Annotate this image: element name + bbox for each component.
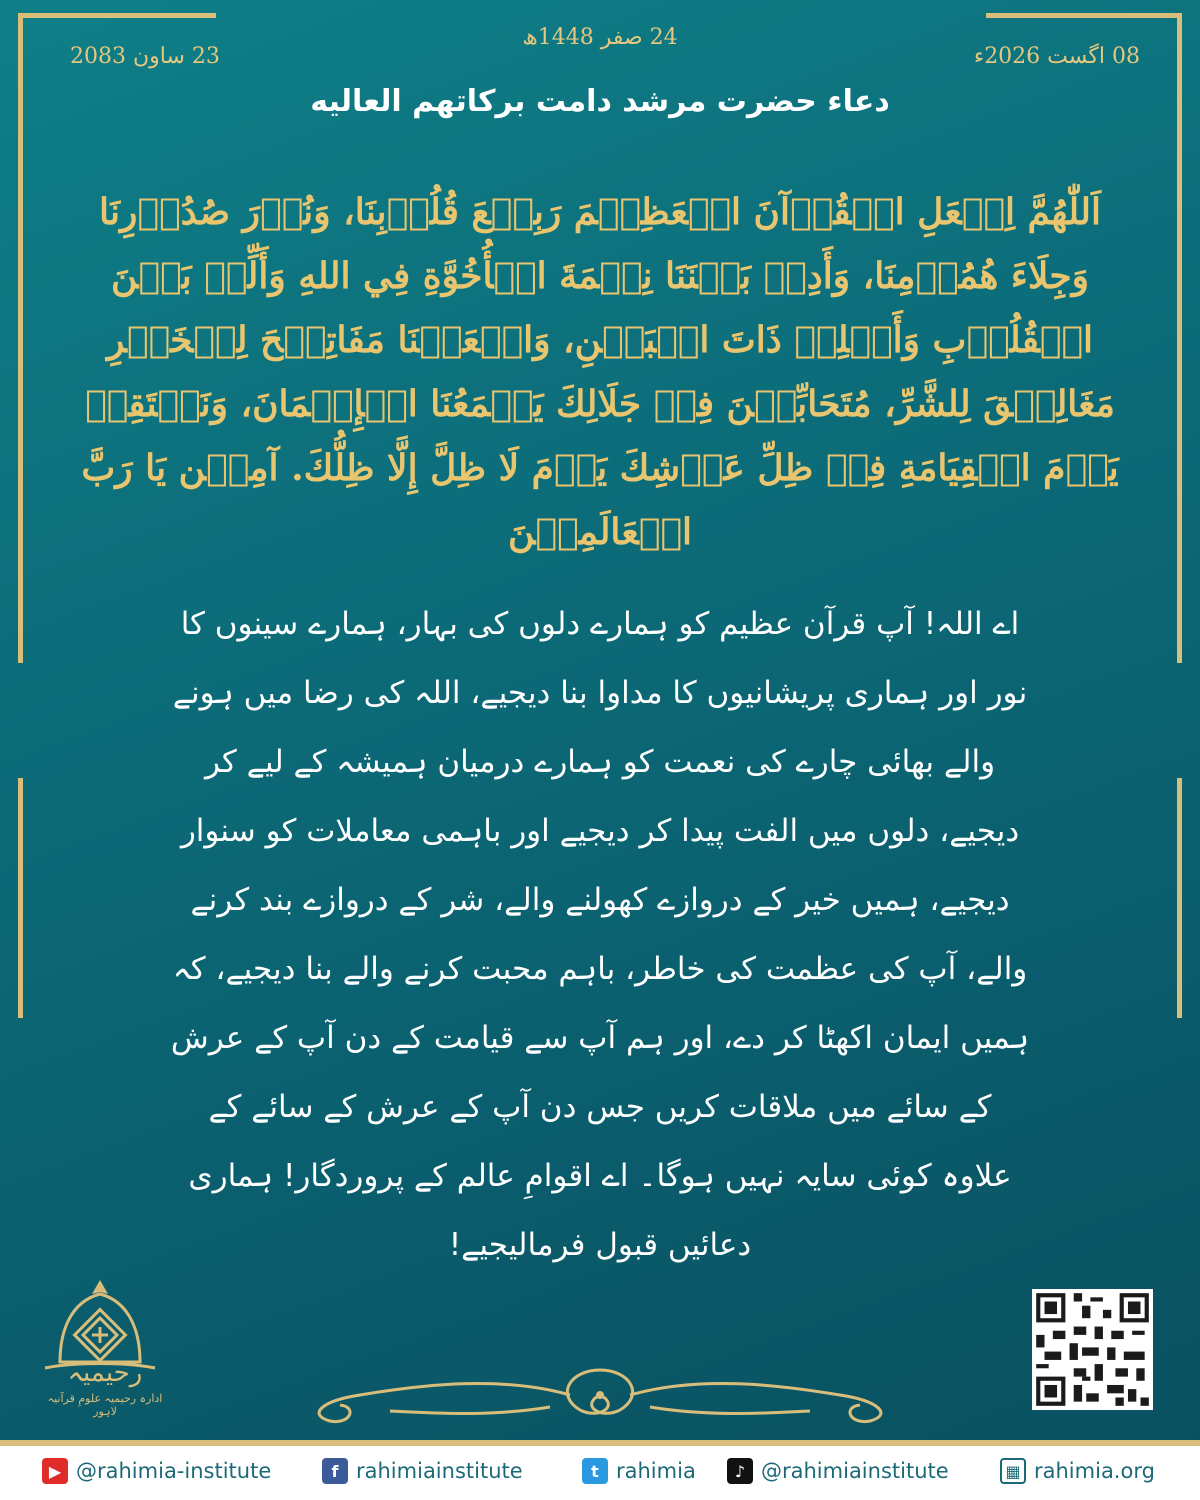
tiktok-link[interactable] <box>727 1456 949 1486</box>
twitter-icon: t <box>582 1458 608 1484</box>
website-icon: ▦ <box>1000 1458 1026 1484</box>
social-footer <box>0 1440 1200 1500</box>
qr-code-icon[interactable] <box>1032 1289 1153 1410</box>
youtube-link[interactable] <box>42 1456 271 1486</box>
urdu-translation: اے اللہ! آپ قرآن عظیم کو ہمارے دلوں کی بہار، ہمارے سینوں کا نور اور ہماری پریشانیوں کا مداوا بنا دیجیے، اللہ کی رضا میں ہونے والے بھائی چارے کی نعمت کو ہمارے درمیان ہمیشہ کے لیے کر دیجیے، دلوں میں الفت پیدا کر دیجیے اور باہمی معاملات کو سنوار دیجیے، ہمیں خیر کے دروازے کھولنے والے، شر کے دروازے بند کرنے والے، آپ کی عظمت کی خاطر، باہم محبت کرنے والے بنا دیجیے، کہ ہمیں ایمان اکھٹا کر دے، اور ہم آپ سے قیامت کے دن آپ کے عرش کے سائے میں ملاقات کریں جس دن آپ کے عرش کے سائے کے علاوہ کوئی سایہ نہیں ہوگا۔ اے اقوامِ عالم کے پروردگار! ہماری دعائیں قبول فرمالیجیے! <box>170 606 1030 1263</box>
facebook-link[interactable] <box>322 1456 523 1486</box>
gregorian-date: 08 اگست 2026ء <box>973 44 1140 69</box>
logo-name: رحیمیہ <box>67 1358 143 1388</box>
frame-right-lower <box>1177 778 1182 1018</box>
arabic-dua: اَللّٰهُمَّ اِجۡعَلِ الۡقُرۡآنَ الۡعَظِيۡمَ رَبِيۡعَ قُلُوۡبِنَا، وَنُوۡرَ صُدُوۡرِنَا وَجِلَاءَ هُمُوۡمِنَا، وَأَدِمۡ بَيۡنَنَا نِعۡمَةَ الۡأُخُوَّةِ فِي اللهِ وَأَلِّفۡ بَيۡنَ الۡقُلُوۡبِ وَأَصۡلِحۡ ذَاتَ الۡبَيۡنِ، وَاجۡعَلۡنَا مَفَاتِيۡحَ لِلۡخَيۡرِ مَغَالِيۡقَ لِلشَّرِّ، مُتَحَابِّيۡنَ فِيۡ جَلَالِكَ يَجۡمَعُنَا الۡإِيۡمَانَ، وَنَلۡتَقِيۡ يَوۡمَ الۡقِيَامَةِ فِيۡ ظِلِّ عَرۡشِكَ يَوۡمَ لَا ظِلَّ إِلَّا ظِلُّكَ. آمِيۡن يَا رَبَّ الۡعَالَمِيۡنَ <box>81 191 1119 553</box>
ornament-divider-icon <box>300 1355 900 1435</box>
facebook-handle: rahimiainstitute <box>356 1459 523 1483</box>
bikrami-date: 23 ساون 2083 <box>70 44 220 69</box>
website-link[interactable] <box>1000 1456 1155 1486</box>
hijri-date: 24 صفر 1448ھ <box>522 25 678 50</box>
twitter-link[interactable] <box>582 1456 696 1486</box>
facebook-icon: f <box>322 1458 348 1484</box>
frame-left-lower <box>18 778 23 1018</box>
frame-right-upper <box>1177 13 1182 663</box>
tiktok-handle: @rahimiainstitute <box>761 1459 949 1483</box>
twitter-handle: rahimia <box>616 1459 696 1483</box>
footer-gold-bar <box>0 1440 1200 1446</box>
youtube-handle: @rahimia-institute <box>76 1459 272 1483</box>
frame-top-left <box>18 13 216 18</box>
frame-left-upper <box>18 13 23 663</box>
youtube-icon: ▶ <box>42 1458 68 1484</box>
frame-top-right <box>986 13 1182 18</box>
logo-subtitle: ادارہ رحیمیہ علومِ قرآنیہ لاہور <box>47 1392 163 1418</box>
tiktok-icon: ♪ <box>727 1458 753 1484</box>
page-title: دعاء حضرت مرشد دامت برکاتهم العالیه <box>310 84 890 119</box>
website-url: rahimia.org <box>1034 1459 1155 1483</box>
